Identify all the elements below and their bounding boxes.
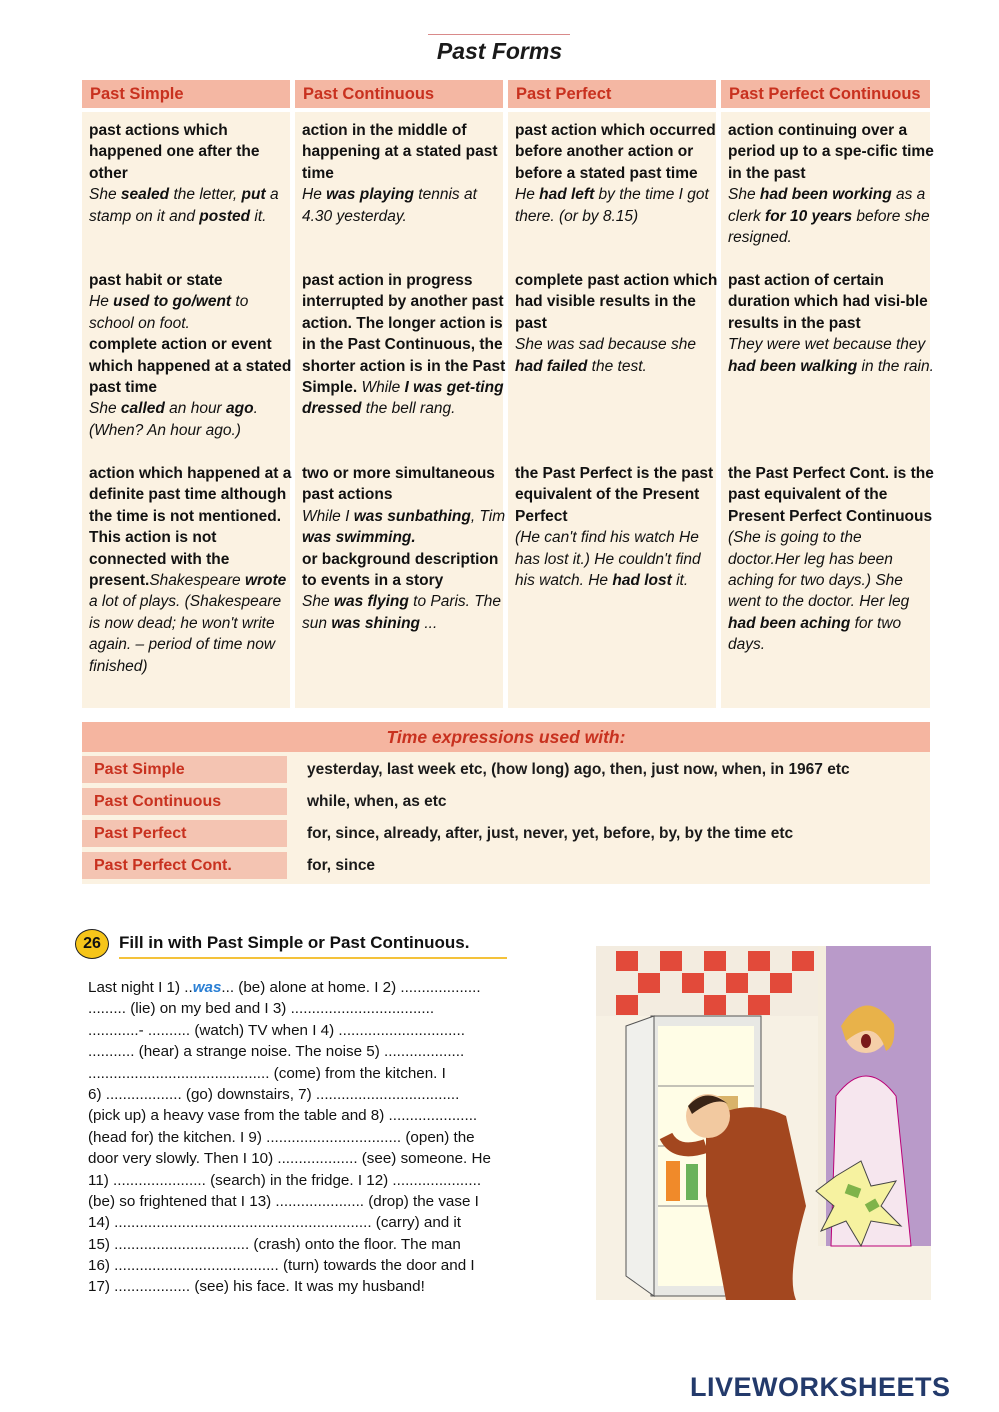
usage-block: action in the middle of happening at a stated past time He was playing tennis at 4.30 yesterday. [302,122,498,225]
tile-wall [596,946,826,1016]
exercise-title: Fill in with Past Simple or Past Continuous. [119,933,470,952]
usage-block: action continuing over a period up to a spe-cific time in the past She had been working as a clerk for 10 years before she resigned. [728,122,934,247]
header-past-continuous: Past Continuous [295,80,503,108]
column-past-continuous [302,120,508,634]
usage-block: past action which occurred before another action or before a stated past time He had left by the time I got there. (or by 8.15) [515,122,716,225]
te-label-past-perfect-cont: Past Perfect Cont. [82,852,287,879]
page-title: Past Forms [436,38,563,64]
exercise-line: door very slowly. Then I 10) ................... (see) someone. He [88,1150,491,1168]
exercise-line: ........... (hear) a strange noise. The noise 5) ................... [88,1043,465,1061]
te-label-past-perfect: Past Perfect [82,820,287,847]
brand-logo: LIVEWORKSHEETS [690,1372,951,1402]
te-label-past-continuous: Past Continuous [82,788,287,815]
usage-block: two or more simultaneous past actions While I was sunbathing, Tim was swimming. or background description to events in a story She was flying to Paris. The sun was shining ... [302,465,506,632]
exercise-number-badge: 26 [75,929,109,959]
usage-block: the Past Perfect is the past equivalent of the Present Perfect (He can't find his watch He has lost it.) He couldn't find his watch. He had lost it. [515,465,714,590]
title-rule [428,34,570,35]
exercise-line: 15) ................................ (crash) onto the floor. The man [88,1235,461,1253]
exercise-line: 14) ............................................................. (carry) and it [88,1214,462,1232]
exercise-line: ........................................... (come) from the kitchen. I [88,1064,446,1082]
te-value-past-perfect-cont: for, since [307,857,376,874]
usage-block: complete past action which had visible results in the past She was sad because she had failed the test. [515,272,718,375]
exercise-line: (pick up) a heavy vase from the table and 8) ..................... [88,1107,478,1125]
exercise-line: (head for) the kitchen. I 9) ................................ (open) the [88,1128,475,1146]
exercise-text: Last night I 1) ..was... (be) alone at home. I 2) ................... ......... (lie) on my bed and I 3) .................................. ............- .......... (watch) TV when I 4) .............................. ........... (hear) a strange noise. The noise 5) ................... ........................................... (come) from the kitchen. I 6) .................. (go) downstairs, 7) .................................. (pick up) a heavy vase from the table and 8) ..................... (head for) the kitchen. I 9) ................................ (open) the door very slowly. Then I 10) ................... (see) someone. He 11) ...................... (search) in the fridge. I 12) ..................... (be) so frightened that I 13) ..................... (drop) the vase I 14) ............................................................. (carry) and it 15) ................................ (crash) onto the floor. The man 16) ....................................... (turn) towards the door and I 17) .................. (see) his face. It was my husband! [88,977,588,1298]
usage-block: past habit or state He used to go/went to school on foot. complete action or event which happened at a stated past time She called an hour ago. (When? An hour ago.) [89,272,292,439]
exercise-line: 11) ...................... (search) in the fridge. I 12) ..................... [88,1171,482,1189]
te-value-past-continuous: while, when, as etc [307,793,447,810]
te-value-past-perfect: for, since, already, after, just, never, yet, before, by, by the time etc [307,825,794,842]
kitchen-illustration [596,946,931,1300]
exercise-line: 6) .................. (go) downstairs, 7) .................................. [88,1085,460,1103]
usage-block: past action of certain duration which had visi-ble results in the past They were wet because they had been walking in the rain. [728,272,934,375]
exercise-line: 16) ....................................... (turn) towards the door and I [88,1257,475,1275]
exercise-title-underline [119,957,507,959]
column-past-perfect-continuous [728,120,934,656]
header-past-simple: Past Simple [82,80,290,108]
usage-block: action which happened at a definite past time although the time is not mentioned. This action is not connected with the present.Shakespeare wrote a lot of plays. (Shakespeare is now dead; he won't write again. – period of time now finished) [89,465,292,675]
header-past-perfect: Past Perfect [508,80,716,108]
time-expressions-title: Time expressions used with: [82,722,930,752]
exercise-line: ............- .......... (watch) TV when I 4) .............................. [88,1021,465,1039]
usage-block: the Past Perfect Cont. is the past equivalent of the Present Perfect Continuous (She is going to the doctor.Her leg has been aching for two days.) She went to the doctor. Her leg had been aching for two days. [728,465,934,654]
answer-1[interactable]: was [192,979,222,996]
usage-block: past action in progress interrupted by another past action. The longer action is in the Past Continuous, the shorter action is in the Past Simple. While I was get-ting dressed the bell rang. [302,272,506,418]
te-label-past-simple: Past Simple [82,756,287,783]
exercise-line: (be) so frightened that I 13) ..................... (drop) the vase I [88,1192,479,1210]
exercise-line: ......... (lie) on my bed and I 3) .................................. [88,1000,435,1018]
column-past-simple [89,120,295,677]
te-value-past-simple: yesterday, last week etc, (how long) ago, then, just now, when, in 1967 etc [307,761,850,778]
usage-block: past actions which happened one after the other She sealed the letter, put a stamp on it and posted it. [89,122,279,225]
column-past-perfect [515,120,721,591]
header-past-perfect-continuous: Past Perfect Continuous [721,80,930,108]
exercise-line: 17) .................. (see) his face. It was my husband! [88,1278,425,1296]
